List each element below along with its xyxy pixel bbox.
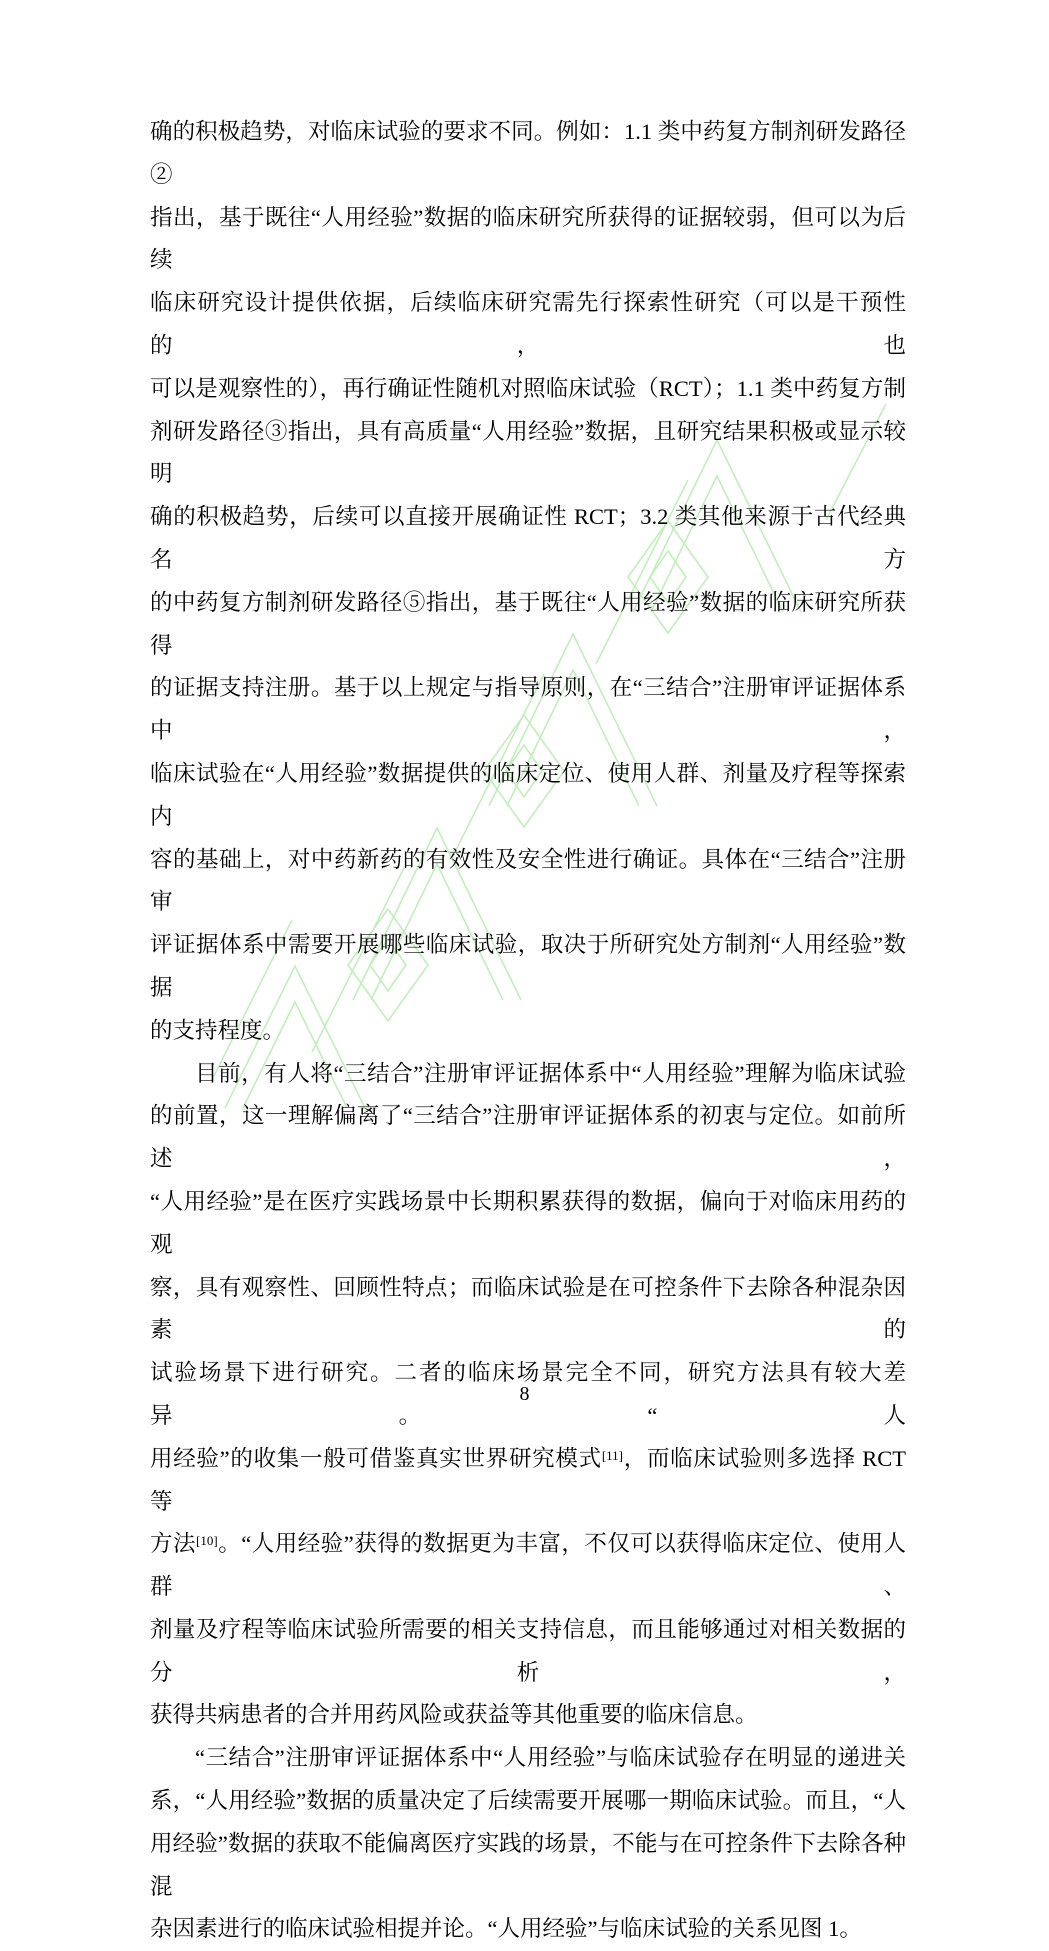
text-run: 目前，有人将“三结合”注册审评证据体系中“人用经验”理解为临床试验 [195,1060,906,1086]
text-line [150,1908,906,1951]
text-run: 临床试验在“人用经验”数据提供的临床定位、使用人群、剂量及疗程等探索内 [150,760,906,829]
text-run: 用经验”的收集一般可借鉴真实世界研究模式 [150,1445,602,1471]
text-line [150,1823,906,1909]
text-line [150,496,906,582]
reference-superscript: [10] [196,1533,218,1549]
text-run: 系，“人用经验”数据的质量决定了后续需要开展哪一期临床试验。而且，“人 [150,1788,906,1814]
paragraph [150,111,906,1053]
text-line [150,1523,906,1609]
text-line [150,1780,906,1823]
text-run: 的前置，这一理解偏离了“三结合”注册审评证据体系的初衷与定位。如前所述， [150,1103,906,1172]
text-line [150,1053,906,1096]
text-line [150,582,906,668]
text-run: 察，具有观察性、回顾性特点；而临床试验是在可控条件下去除各种混杂因素的 [150,1274,906,1343]
text-run: 确的积极趋势，对临床试验的要求不同。例如：1.1 类中药复方制剂研发路径② [150,119,906,187]
text-run: 可以是观察性的），再行确证性随机对照临床试验（RCT）；1.1 类中药复方制 [150,375,906,401]
text-line [150,1010,906,1053]
text-run: “三结合”注册审评证据体系中“人用经验”与临床试验存在明显的递进关 [195,1745,906,1771]
text-run: 容的基础上，对中药新药的有效性及安全性进行确证。具体在“三结合”注册审 [150,846,906,915]
text-line [150,667,906,753]
text-run: 评证据体系中需要开展哪些临床试验，取决于所研究处方制剂“人用经验”数据 [150,932,906,1000]
text-run: 获得共病患者的合并用药风险或获益等其他重要的临床信息。 [150,1702,758,1728]
text-line [150,1267,906,1353]
text-line [150,924,906,1010]
text-run: 的证据支持注册。基于以上规定与指导原则，在“三结合”注册审评证据体系中， [150,675,906,744]
text-run: 。“人用经验”获得的数据更为丰富，不仅可以获得临床定位、使用人群、 [150,1531,906,1600]
text-run: 剂研发路径③指出，具有高质量“人用经验”数据，且研究结果积极或显示较明 [150,418,906,487]
page-number: 8 [519,1383,530,1405]
text-line [150,753,906,839]
text-line [150,1609,906,1695]
text-line [150,1438,906,1524]
text-run: 方法 [150,1531,197,1557]
text-line [150,1694,906,1737]
text-run: 临床研究设计提供依据，后续临床研究需先行探索性研究（可以是干预性的，也 [150,290,906,358]
text-line [150,1095,906,1181]
text-line [150,111,906,197]
text-run: 的支持程度。 [150,1017,286,1043]
text-line [150,1181,906,1267]
text-line [150,368,906,411]
text-run: 的中药复方制剂研发路径⑤指出，基于既往“人用经验”数据的临床研究所获得 [150,589,906,658]
text-line [150,839,906,925]
text-line [150,1737,906,1780]
document-body [150,111,906,1951]
text-line [150,282,906,368]
text-run: 杂因素进行的临床试验相提并论。“人用经验”与临床试验的关系见图 1。 [150,1916,862,1942]
text-run: 指出，基于既往“人用经验”数据的临床研究所获得的证据较弱，但可以为后续 [150,204,906,273]
text-line [150,197,906,283]
paragraph [150,1737,906,1951]
text-run: “人用经验”是在医疗实践场景中长期积累获得的数据，偏向于对临床用药的观 [150,1188,906,1257]
text-run: 用经验”数据的获取不能偏离医疗实践的场景，不能与在可控条件下去除各种混 [150,1830,906,1899]
text-run: ，而临床试验则多选择 RCT 等 [150,1445,906,1514]
text-line [150,411,906,497]
text-run: 剂量及疗程等临床试验所需要的相关支持信息，而且能够通过对相关数据的分析， [150,1616,906,1685]
text-run: 试验场景下进行研究。二者的临床场景完全不同，研究方法具有较大差异。“人 [150,1360,906,1428]
reference-superscript: [11] [601,1447,624,1463]
text-run: 确的积极趋势，后续可以直接开展确证性 RCT；3.2 类其他来源于古代经典名方 [150,504,906,572]
